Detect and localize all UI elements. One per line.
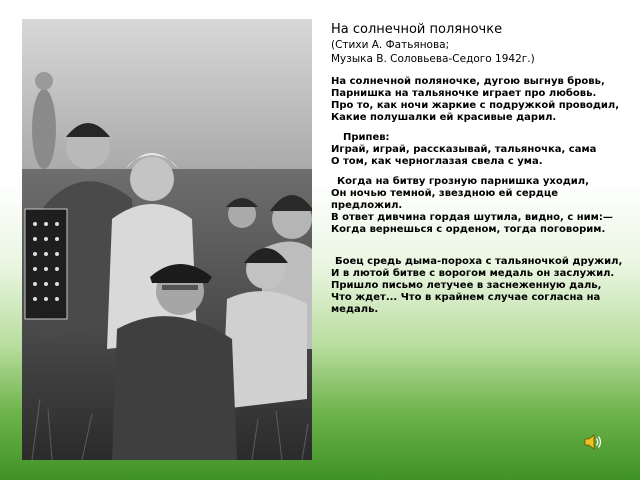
chorus-heading: Припев: [343, 132, 390, 143]
chorus [331, 132, 627, 168]
lyric-line: Про то, как ночи жаркие с подружкой проводил, [331, 100, 620, 111]
photo-icon [22, 19, 312, 460]
credits-line: (Стихи А. Фатьянова; [331, 39, 450, 51]
lyric-line: Он ночью темной, звездною ей сердце предложил. [331, 188, 559, 211]
lyric-line: Боец средь дыма-пороха с тальяночкой дружил, [335, 256, 623, 267]
verse-2 [331, 176, 627, 236]
lyric-line: Парнишка на тальяночке играет про любовь. [331, 88, 597, 99]
credits-line: Музыка В. Соловьева-Седого 1942г.) [331, 53, 535, 65]
lyric-line: И в лютой битве с ворогом медаль он заслужил. [331, 268, 615, 279]
song-credits [331, 38, 627, 66]
speaker-icon[interactable] [584, 434, 604, 450]
lyric-line: О том, как черноглазая свела с ума. [331, 156, 543, 167]
lyric-line: Какие полушалки ей красивые дарил. [331, 112, 557, 123]
lyric-line: Пришло письмо летучее в заснеженную даль, [331, 280, 602, 291]
lyric-line: Что ждет... Что в крайнем случае согласна на медаль. [331, 292, 601, 315]
historical-photo [22, 19, 312, 460]
verse-3 [331, 256, 627, 316]
song-lyrics [331, 22, 627, 324]
lyric-line: На солнечной поляночке, дугою выгнув бровь, [331, 76, 605, 87]
lyric-line: В ответ дивчина гордая шутила, видно, с ним:— [331, 212, 613, 223]
lyric-line: Играй, играй, рассказывай, тальяночка, сама [331, 144, 597, 155]
lyric-line: Когда вернешься с орденом, тогда поговорим. [331, 224, 606, 235]
song-title: На солнечной поляночке [331, 22, 503, 37]
lyric-line: Когда на битву грозную парнишка уходил, [337, 176, 589, 187]
verse-1 [331, 76, 627, 124]
